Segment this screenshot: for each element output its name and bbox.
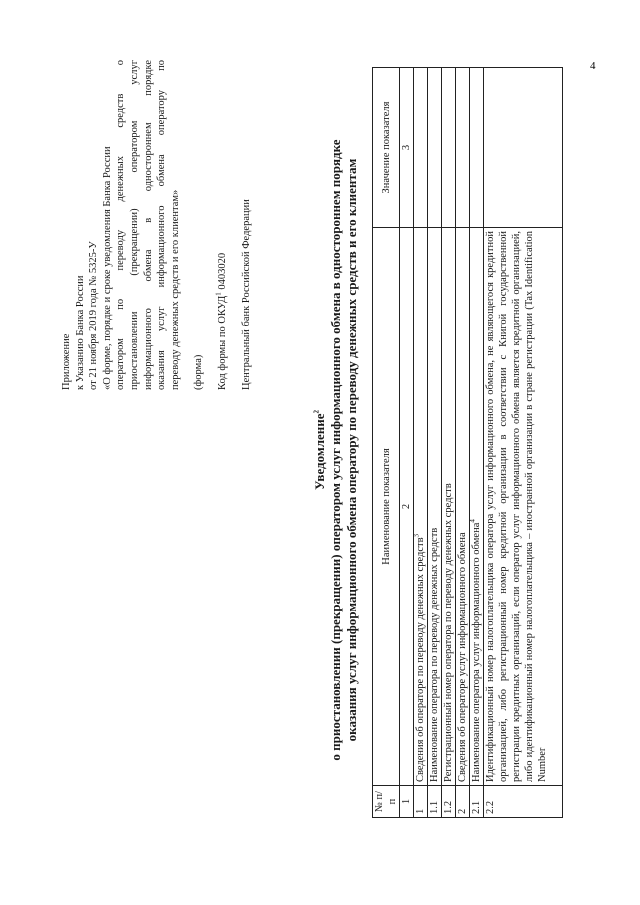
form-label: (форма): [193, 354, 205, 390]
bank-name: Центральный банк Российской Федерации: [240, 199, 252, 390]
indicators-table: [372, 67, 563, 818]
row-name-text: Наименование оператора услуг информационного обмена: [471, 522, 482, 782]
title-footnote: 2: [312, 409, 321, 414]
header-num: № п/п: [373, 786, 400, 818]
row-num: 1.1: [428, 786, 442, 818]
title-line-3: оказания услуг информационного обмена оператору по переводу денежных средств и его клиентам: [344, 158, 359, 742]
appendix-line: информационного обмена в одностороннем порядке: [142, 60, 154, 390]
row-name: Наименование оператора по переводу денежных средств: [428, 228, 442, 786]
title-main: Уведомление: [312, 413, 327, 491]
row-value: [428, 68, 442, 228]
table-row: [428, 68, 442, 818]
table-colnum-row: [400, 68, 414, 818]
okud-line: [216, 60, 230, 390]
row-num: 2.1: [470, 786, 484, 818]
title-line-2: о приостановлении (прекращении) оператором услуг информационного обмена в одностороннем порядке: [328, 139, 343, 761]
okud-code: 0403020: [216, 252, 228, 293]
row-footnote: 4: [468, 519, 477, 523]
appendix-line: приостановлении (прекращении) оператором услуг: [128, 60, 140, 390]
row-value: [484, 68, 563, 228]
row-num: 1: [414, 786, 428, 818]
row-name: [414, 228, 428, 786]
okud-label: Код формы по ОКУД: [216, 295, 228, 390]
row-num: 2.2: [484, 786, 563, 818]
appendix-block: [60, 60, 253, 390]
header-value: Значение показателя: [373, 68, 400, 228]
okud-footnote: 1: [214, 292, 223, 296]
row-value: [414, 68, 428, 228]
row-value: [442, 68, 456, 228]
table-row: [414, 68, 428, 818]
row-name: Регистрационный номер оператора по переводу денежных средств: [442, 228, 456, 786]
row-num: 1.2: [442, 786, 456, 818]
appendix-line: переводу денежных средств и его клиентам»: [169, 189, 181, 390]
table-header-row: [373, 68, 400, 818]
row-name: Идентификационный номер налогоплательщика оператора услуг информационного обмена, не являющегося кредитной организацией, либо регистрационный номер кредитной организации в соответствии с Книгой государственной регистрации кредитных организаций, если оператор услуг информационного обмена является кредитной организацией, либо идентификационный номер налогоплательщика – иностранной организации в стране регистрации (Tax Identification Number: [484, 228, 563, 786]
appendix-line: оказания услуг информационного обмена оператору по: [156, 60, 168, 390]
appendix-line: к Указанию Банка России: [74, 275, 86, 390]
colnum-cell: 3: [400, 68, 414, 228]
appendix-line: оператором по переводу денежных средств о: [115, 60, 127, 390]
appendix-line: Приложение: [61, 333, 72, 390]
row-name: Сведения об операторе услуг информационного обмена: [456, 228, 470, 786]
colnum-cell: 1: [400, 786, 414, 818]
row-footnote: 3: [412, 533, 421, 538]
header-name: Наименование показателя: [373, 228, 400, 786]
appendix-line: от 21 ноября 2019 года № 5325-У: [88, 241, 100, 390]
table-row: [456, 68, 470, 818]
table-row: [470, 68, 484, 818]
table-row: [484, 68, 563, 818]
row-value: [470, 68, 484, 228]
appendix-line: «О форме, порядке и сроке уведомления Банка России: [101, 146, 113, 390]
page-number: 4: [590, 60, 596, 72]
row-name-text: Сведения об операторе по переводу денежных средств: [415, 537, 426, 782]
row-name: [470, 228, 484, 786]
title-main-line: [312, 35, 328, 865]
document-title: [312, 35, 360, 865]
row-value: [456, 68, 470, 228]
table-row: [442, 68, 456, 818]
row-num: 2: [456, 786, 470, 818]
colnum-cell: 2: [400, 228, 414, 786]
